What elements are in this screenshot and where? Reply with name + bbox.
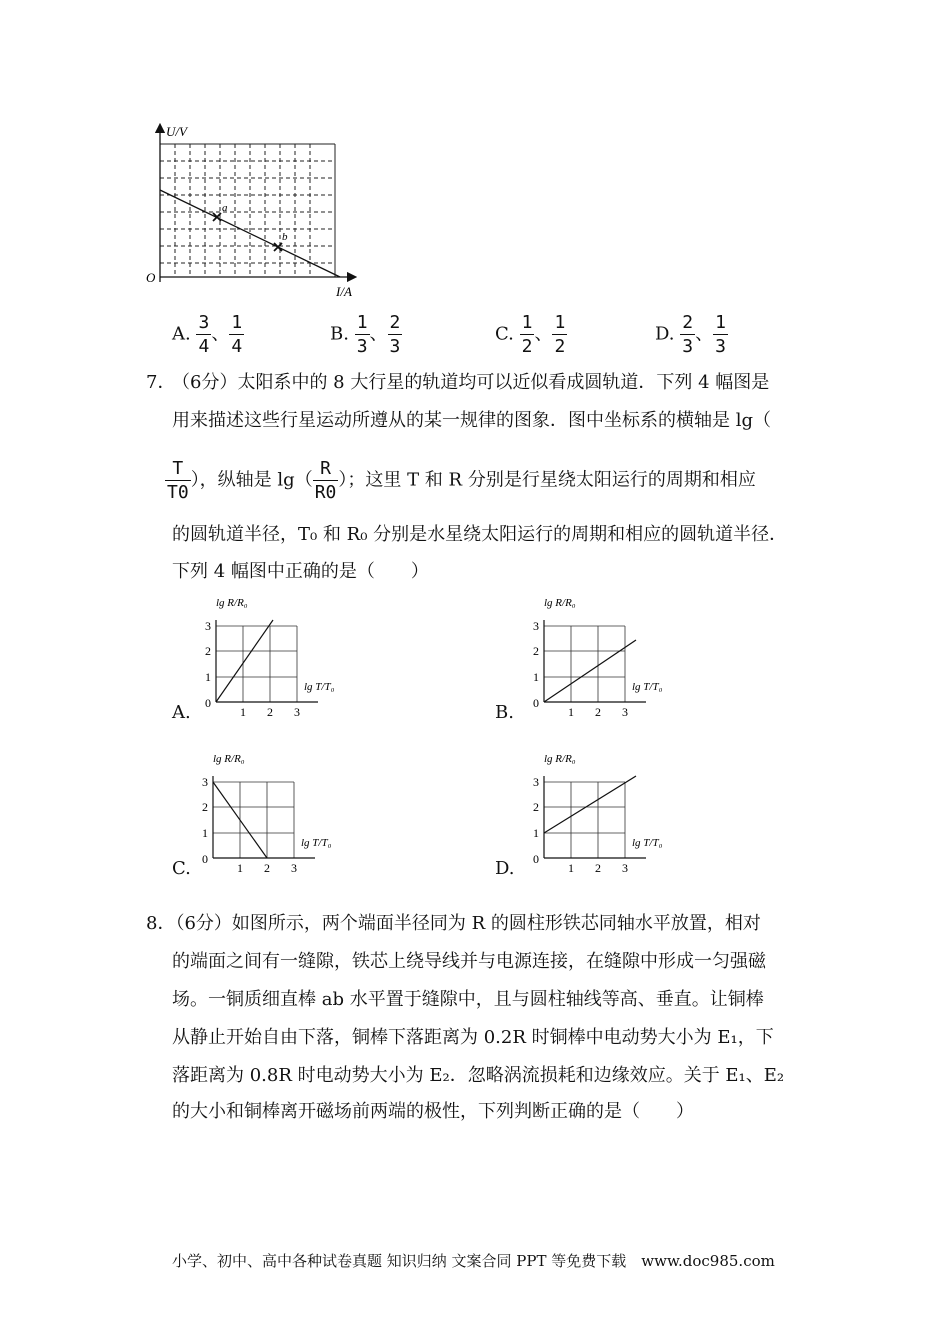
q7-line-4: 的圆轨道半径，T₀ 和 R₀ 分别是水星绕太阳运行的周期和相应的圆轨道半径． bbox=[172, 524, 788, 545]
q7-line-5: 下列 4 幅图中正确的是（ ） bbox=[172, 561, 429, 582]
graph-b-line bbox=[544, 640, 636, 702]
q7-option-b-label[interactable]: B. bbox=[495, 702, 514, 723]
q7-option-d-label[interactable]: D. bbox=[495, 858, 515, 879]
q7-graph-d[interactable] bbox=[528, 748, 678, 876]
svg-text:1: 1 bbox=[240, 705, 246, 719]
svg-text:3: 3 bbox=[291, 861, 297, 875]
svg-text:1: 1 bbox=[202, 826, 208, 840]
graph-a-line bbox=[216, 620, 273, 702]
q6-option-d[interactable]: D. $\frac{2}{3}$ 、 $\frac{1}{3}$ bbox=[655, 312, 726, 357]
q7-graph-a[interactable] bbox=[200, 592, 350, 720]
svg-text:0: 0 bbox=[202, 852, 208, 866]
q7-option-c-label[interactable]: C. bbox=[172, 858, 191, 879]
graph-d-xlabel: lg T/T₀ bbox=[632, 837, 663, 849]
svg-text:3: 3 bbox=[205, 619, 211, 633]
graph-a-ylabel: lg R/R₀ bbox=[216, 597, 248, 609]
svg-text:3: 3 bbox=[533, 619, 539, 633]
q7-graph-c[interactable] bbox=[197, 748, 347, 876]
q6-x-axis-label: I/A bbox=[336, 284, 352, 299]
svg-text:1: 1 bbox=[533, 826, 539, 840]
svg-text:1: 1 bbox=[205, 670, 211, 684]
q8-line-4: 从静止开始自由下落，铜棒下落距离为 0.2R 时铜棒中电动势大小为 E₁，下 bbox=[172, 1027, 774, 1048]
q7-line-3: $\frac{T}{T0}$ ），纵轴是 lg（ $\frac{R}{R0}$ ）；这里 T 和 R 分别是行星绕太阳运行的周期和相应 bbox=[167, 458, 756, 503]
q8-line-6: 的大小和铜棒离开磁场前两端的极性，下列判断正确的是（ ） bbox=[172, 1101, 694, 1122]
svg-text:1: 1 bbox=[568, 705, 574, 719]
graph-c-ylabel: lg R/R₀ bbox=[213, 753, 245, 765]
q6-point-a-label: a bbox=[222, 202, 228, 214]
q6-y-axis-label: U/V bbox=[166, 124, 187, 139]
graph-b-ylabel: lg R/R₀ bbox=[544, 597, 576, 609]
q7-frac-t: $\frac{T}{T0}$ bbox=[167, 458, 189, 503]
q6-origin-label: O bbox=[146, 270, 156, 285]
graph-b-xlabel: lg T/T₀ bbox=[632, 681, 663, 693]
svg-text:0: 0 bbox=[533, 696, 539, 710]
q8-line-1: 8．（6分）如图所示，两个端面半径同为 R 的圆柱形铁芯同轴水平放置，相对 bbox=[146, 913, 761, 934]
svg-text:3: 3 bbox=[622, 705, 628, 719]
svg-text:3: 3 bbox=[202, 775, 208, 789]
page-footer: 小学、初中、高中各种试卷真题 知识归纳 文案合同 PPT 等免费下载 www.doc985.com bbox=[172, 1252, 775, 1270]
q6-option-b[interactable]: B. $\frac{1}{3}$ 、 $\frac{2}{3}$ bbox=[330, 312, 401, 357]
svg-text:2: 2 bbox=[595, 861, 601, 875]
svg-text:1: 1 bbox=[533, 670, 539, 684]
svg-text:3: 3 bbox=[622, 861, 628, 875]
q7-frac-r: $\frac{R}{R0}$ bbox=[314, 458, 337, 503]
q7-line-2: 用来描述这些行星运动所遵从的某一规律的图象．图中坐标系的横轴是 lg（ bbox=[172, 410, 771, 431]
q7-line-1: （6分）太阳系中的 8 大行星的轨道均可以近似看成圆轨道．下列 4 幅图是 bbox=[172, 372, 770, 393]
svg-text:2: 2 bbox=[533, 644, 539, 658]
q6-ui-graph bbox=[140, 122, 360, 302]
q8-line-2: 的端面之间有一缝隙，铁芯上绕导线并与电源连接，在缝隙中形成一匀强磁 bbox=[172, 951, 766, 972]
svg-text:1: 1 bbox=[237, 861, 243, 875]
svg-text:2: 2 bbox=[264, 861, 270, 875]
graph-d-line bbox=[544, 776, 636, 833]
q8-line-5: 落距离为 0.8R 时电动势大小为 E₂．忽略涡流损耗和边缘效应。关于 E₁、E₂ bbox=[172, 1065, 785, 1086]
q6-option-a[interactable]: A. $\frac{3}{4}$ 、 $\frac{1}{4}$ bbox=[172, 312, 243, 357]
q6-point-b-label: b bbox=[282, 231, 288, 243]
q7-number: 7． bbox=[146, 372, 176, 393]
graph-c-xlabel: lg T/T₀ bbox=[301, 837, 332, 849]
svg-text:2: 2 bbox=[595, 705, 601, 719]
svg-text:1: 1 bbox=[568, 861, 574, 875]
q7-graph-b[interactable] bbox=[528, 592, 678, 720]
graph-d-ylabel: lg R/R₀ bbox=[544, 753, 576, 765]
q7-option-a-label[interactable]: A. bbox=[172, 702, 191, 723]
q8-line-3: 场。一铜质细直棒 ab 水平置于缝隙中，且与圆柱轴线等高、垂直。让铜棒 bbox=[172, 989, 764, 1010]
svg-text:2: 2 bbox=[205, 644, 211, 658]
svg-text:2: 2 bbox=[533, 800, 539, 814]
graph-a-xlabel: lg T/T₀ bbox=[304, 681, 335, 693]
svg-text:2: 2 bbox=[202, 800, 208, 814]
svg-text:3: 3 bbox=[533, 775, 539, 789]
svg-text:0: 0 bbox=[205, 696, 211, 710]
q6-option-c[interactable]: C. $\frac{1}{2}$ 、 $\frac{1}{2}$ bbox=[495, 312, 566, 357]
svg-text:2: 2 bbox=[267, 705, 273, 719]
svg-text:0: 0 bbox=[533, 852, 539, 866]
svg-text:3: 3 bbox=[294, 705, 300, 719]
